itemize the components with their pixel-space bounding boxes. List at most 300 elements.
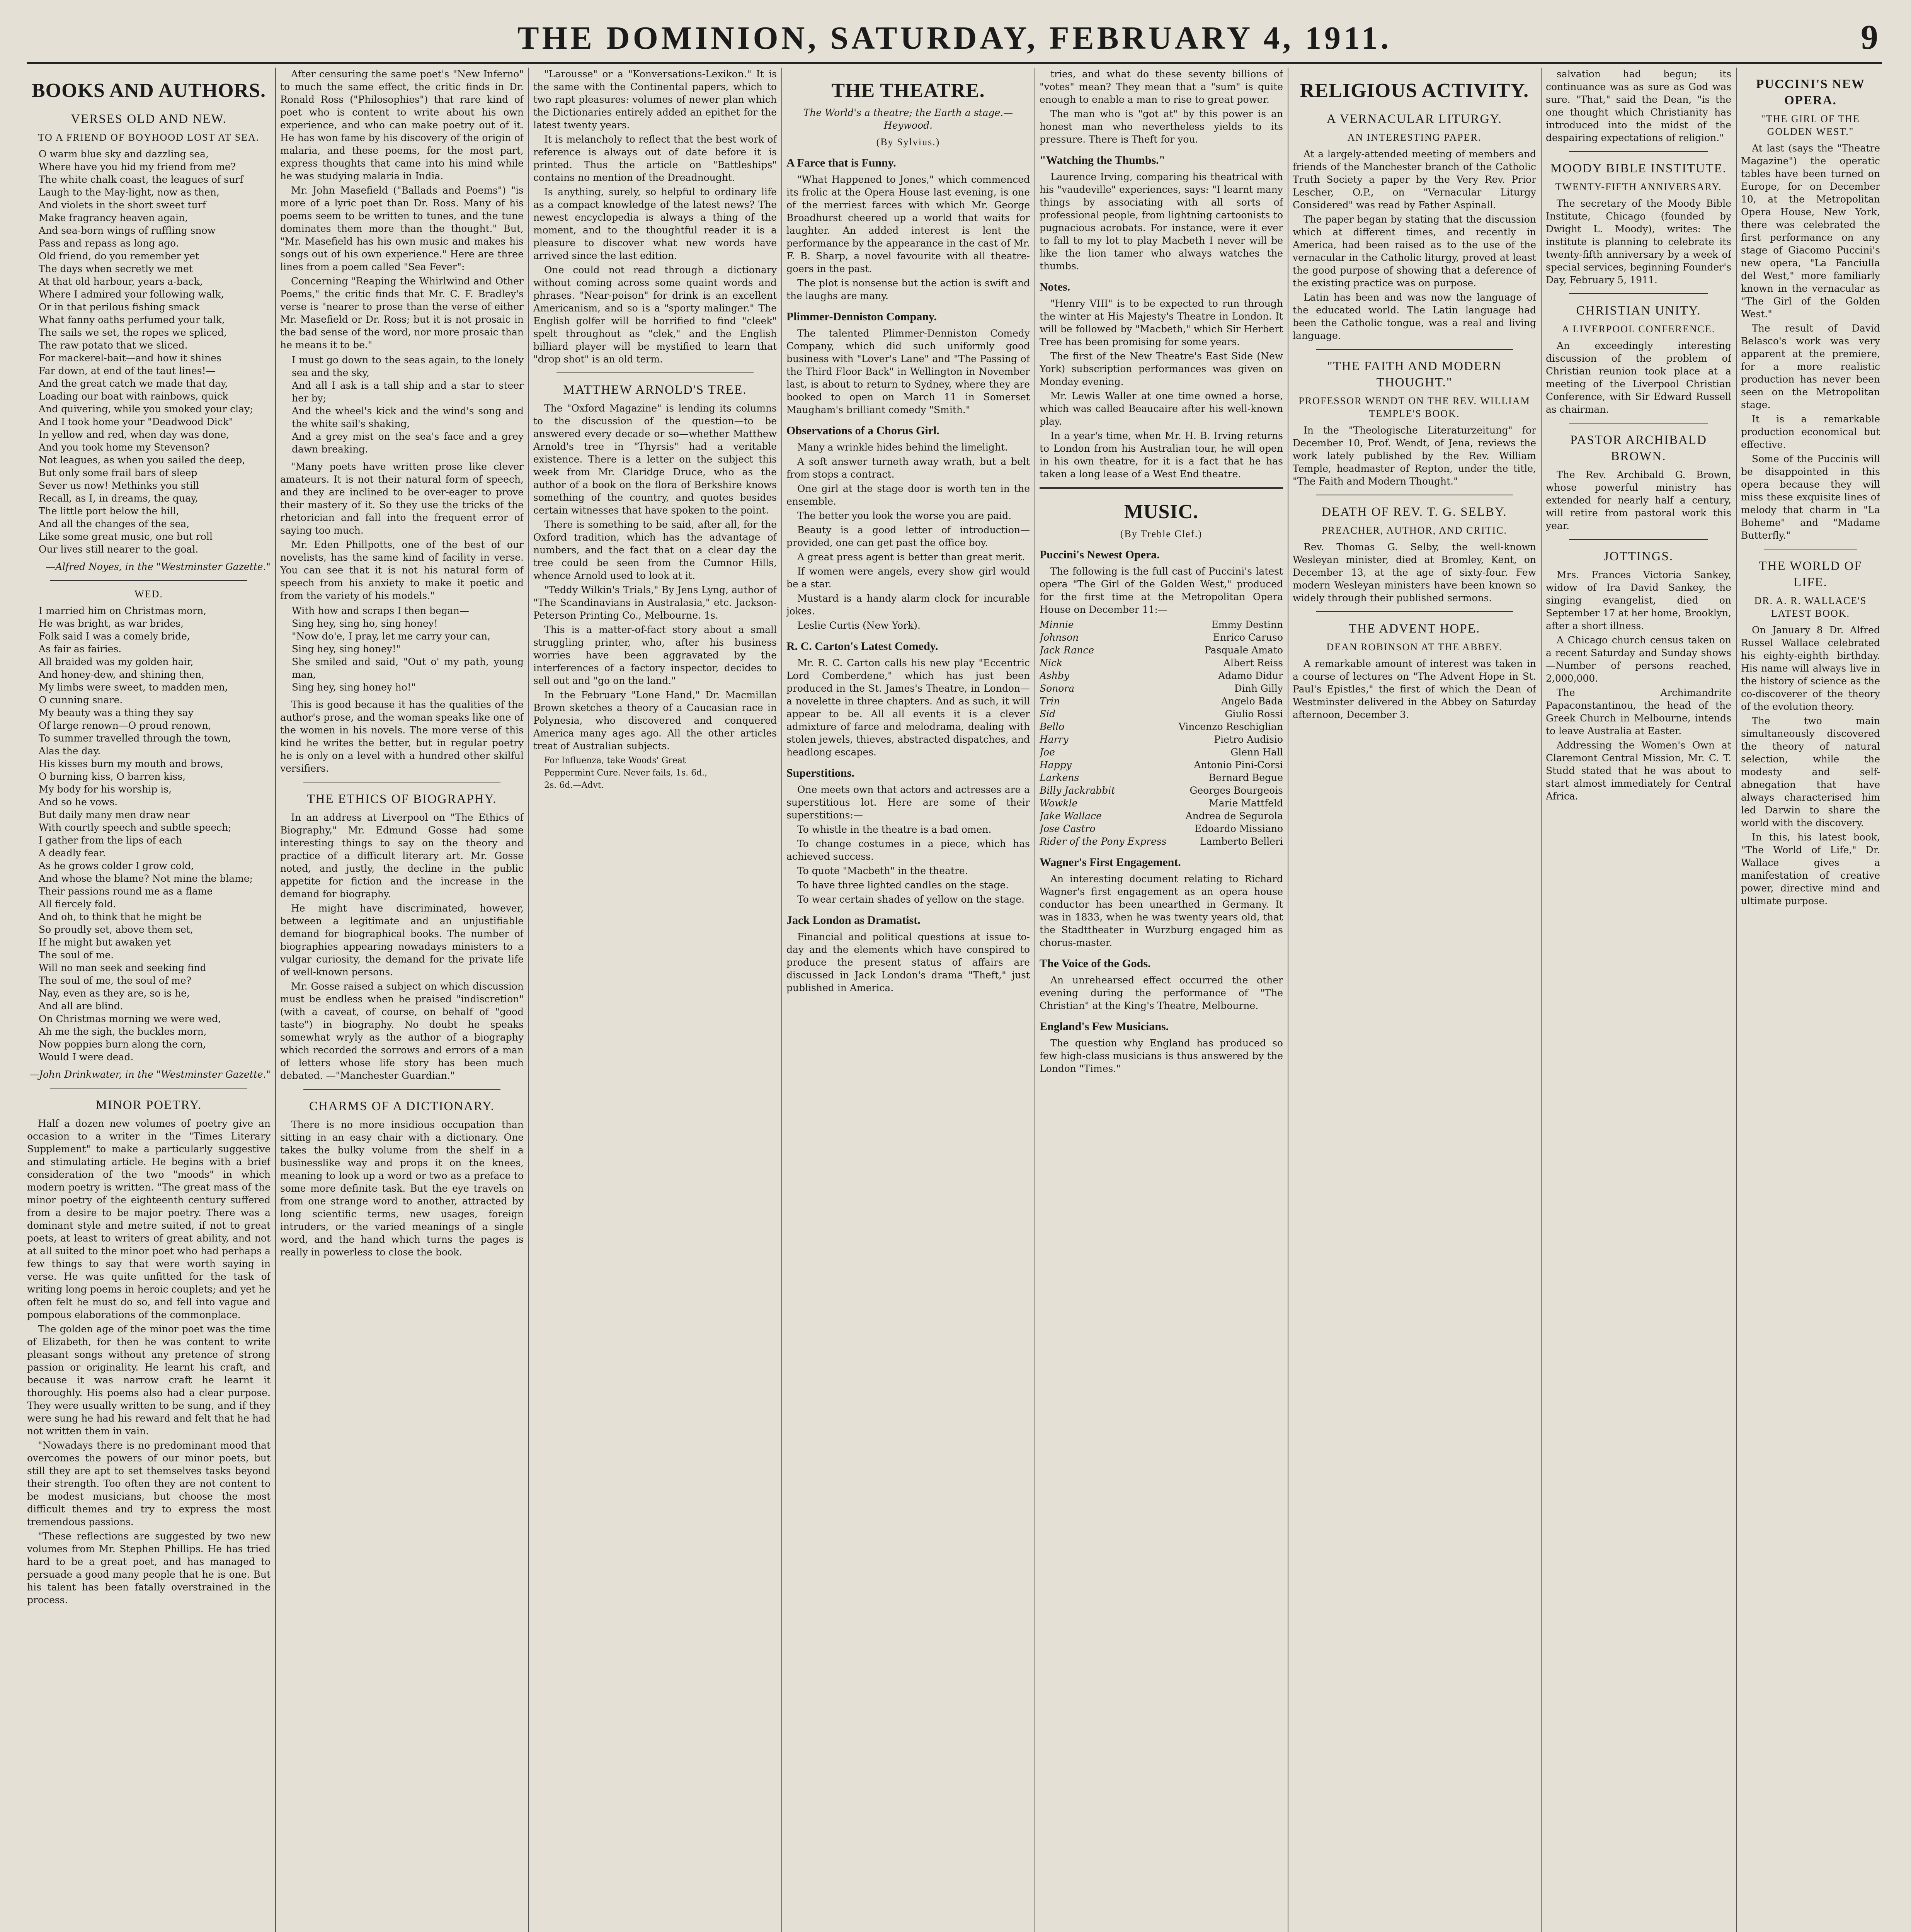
- verse-line: He was bright, as war brides,: [39, 618, 184, 629]
- paragraph: In the February "Lone Hand," Dr. Macmillan Brown sketches a theory of a Caucasian race in Polynesia, who discovered and conquered America many ages ago. All the other articles treat of Australian subjects.: [533, 689, 777, 752]
- cast-actor: Andrea de Segurola: [1185, 810, 1283, 821]
- verse-line: At that old harbour, years a-back,: [39, 276, 203, 287]
- selby-article: [1293, 541, 1536, 604]
- notes-article: [1040, 297, 1283, 480]
- paragraph: He might have discriminated, however, between a legitimate and an unjustifiable demand for biographical books. The number of biographies appearing nowadays ministers to a vulgar curiosity, the demand for the private life of well-known persons.: [280, 903, 524, 978]
- paragraph: Mr. R. C. Carton calls his new play "Eccentric Lord Comberdene," which has just been produced in the St. James's Theatre, in London—a novelette in three chapters. And as such, it will appear to be. All all events it is a clever admixture of farce and melodrama, dealing with stolen jewels, thieves, abstracted dispatches, and headlong escapes.: [786, 657, 1030, 758]
- verse-line: I gather from the lips of each: [39, 835, 182, 846]
- divider: [1569, 539, 1708, 540]
- cast-role: Bello: [1040, 721, 1065, 732]
- paragraph: The man who is "got at" by this power is an honest man who nevertheless yields to its pressure. There is Theft for you.: [1040, 108, 1283, 145]
- paragraph: Half a dozen new volumes of poetry give an occasion to a writer in the "Times Literary Supplement" to make a particularly suggestive and stimulating article. He begins with a brief consideration of the two "moods" in which modern poetry is written. "The great mass of the minor poetry of the eighteenth century suffered from a desire to be major poetry. There was a dominant style and metre suited, if not to great poets, at least to writers of great ability, and not at all suited to the minor poet who had perhaps a few things to say that were worth saying in verse. He was quite unfitted for the task of writing long poems in heroic couplets; and yet he often felt he must do so, and fell into vague and pompous elaborations of the commonplace.: [27, 1118, 271, 1320]
- verse-line: And a grey mist on the sea's face and a grey dawn breaking.: [292, 431, 524, 455]
- paragraph: The paper began by stating that the discussion which at different times, and recently in America, had been raised as to the use of the vernacular in the Catholic liturgy, proved at least the good purpose of showing that a deference of the existing practice was on purpose.: [1293, 214, 1536, 289]
- divider: [303, 1089, 500, 1090]
- cast-row: [1040, 797, 1283, 810]
- verse-line: Or in that perilous fishing smack: [39, 301, 200, 313]
- brown-article: [1546, 468, 1731, 532]
- paragraph: The Archimandrite Papaconstantinou, the head of the Greek Church in Melbourne, intends to leave Australia at Easter.: [1546, 687, 1731, 736]
- heading-farce: A Farce that is Funny.: [786, 156, 896, 169]
- heading-christian-unity: CHRISTIAN UNITY.: [1576, 304, 1701, 318]
- paragraph: The secretary of the Moody Bible Institute, Chicago (founded by Dwight L. Moody), writes: The institute is planning to celebrate its twenty-fifth anniversary by a week of special services, beginning Founder's Day, February 5, 1911.: [1546, 198, 1731, 286]
- heading-death-selby: DEATH OF REV. T. G. SELBY.: [1322, 505, 1507, 519]
- verse-line: Of large renown—O proud renown,: [39, 720, 211, 731]
- paragraph: The first of the New Theatre's East Side (New York) subscription performances was given on Monday evening.: [1040, 350, 1283, 387]
- section-title-music: MUSIC.: [1124, 501, 1199, 523]
- plimmer-article: [786, 327, 1030, 416]
- verse-line: And all are blind.: [39, 1000, 123, 1012]
- paragraph: It is melancholy to reflect that the best work of reference is always out of date before it is printed. Thus the article on "Battleships" contains no mention of the Dreadnought.: [533, 134, 777, 183]
- heading-ethics-biography: THE ETHICS OF BIOGRAPHY.: [307, 792, 497, 806]
- heading-jottings: JOTTINGS.: [1603, 549, 1674, 563]
- column-2: [280, 68, 524, 1932]
- paragraph: Is anything, surely, so helpful to ordinary life as a compact knowledge of the latest news? The newest encyclopedia is always a thing of the moment, and to the thoughtful reader it is a pleasure to discover what new words have arrived since the last edition.: [533, 186, 777, 261]
- verse-line: His kisses burn my mouth and brows,: [39, 758, 223, 769]
- cast-actor: Antonio Pini-Corsi: [1194, 759, 1283, 770]
- farce-article: [786, 173, 1030, 302]
- verse-line: Where have you hid my friend from me?: [39, 161, 236, 172]
- poetry-article-continued-3: [280, 698, 524, 775]
- paragraph: Beauty is a good letter of introduction—provided, one can get past the office boy.: [786, 524, 1030, 548]
- heading-moody-institute: MOODY BIBLE INSTITUTE.: [1550, 162, 1727, 175]
- cast-role: Jake Wallace: [1040, 810, 1102, 821]
- cast-row: [1040, 618, 1283, 631]
- columns: [27, 68, 1894, 1932]
- paragraph: The plot is nonsense but the action is swift and the laughs are many.: [786, 277, 1030, 301]
- paragraph: Mr. Eden Phillpotts, one of the best of our novelists, has the same kind of facility in verse. You can see that it is not his natural form of speech from his anxiety to make it poetic and from the variety of his models.": [280, 539, 524, 601]
- verse-line: Sever us now! Methinks you still: [39, 480, 199, 491]
- verse-line: As he grows colder I grow cold,: [39, 860, 194, 871]
- verse-line: And the wheel's kick and the wind's song and the white sail's shaking,: [292, 405, 524, 429]
- paragraph: One girl at the stage door is worth ten in the ensemble.: [786, 483, 1030, 507]
- verse-line: For mackerel-bait—and how it shines: [39, 352, 221, 364]
- advent-article-continued: [1546, 68, 1731, 144]
- cast-role: Nick: [1040, 657, 1063, 668]
- column-7: [1546, 68, 1731, 1932]
- paragraph: Mr. Gosse raised a subject on which discussion must be endless when he praised "indiscretion" (with a caveat, of course, on behalf of "good taste") in biography. No doubt he speaks somewhat wryly as the author of a biography which recorded the sorrows and errors of a man of letters whose life story has been much debated. —"Manchester Guardian.": [280, 981, 524, 1081]
- paragraph: The talented Plimmer-Denniston Comedy Company, which did such uniformly good business with "Lover's Lane" and "The Passing of the Third Floor Back" in Wellington in November last, is about to return to Sydney, where they are booked to open on March 11 in Somerset Maugham's brilliant comedy "Smith.": [786, 328, 1030, 415]
- newspaper-title: THE DOMINION, SATURDAY, FEBRUARY 4, 1911.: [517, 20, 1392, 56]
- verse-line: Sing hey, sing honey!": [292, 643, 401, 655]
- poem2-signature: —John Drinkwater, in the "Westminster Gazette.": [29, 1069, 271, 1080]
- verse-line: If he might but awaken yet: [39, 937, 171, 948]
- paragraph: Some of the Puccinis will be disappointed in this opera because they will miss these exquisite lines of melody that charm in "La Boheme" and "Madame Butterfly.": [1741, 453, 1880, 541]
- paragraph: The Rev. Archibald G. Brown, whose powerful ministry has extended for nearly half a century, will retire from pastoral work this year.: [1546, 469, 1731, 531]
- column-rule: [528, 68, 529, 1932]
- cast-list: [1040, 618, 1283, 848]
- verse-line: Sing hey, sing ho, sing honey!: [292, 618, 438, 629]
- verse-line: Old friend, do you remember yet: [39, 250, 199, 262]
- cast-row: [1040, 707, 1283, 720]
- sea-fever-verse: [292, 354, 524, 456]
- verse-line: Pass and repass as long ago.: [39, 238, 179, 249]
- verse-line: And you took home my Stevenson?: [39, 442, 210, 453]
- cast-role: Jose Castro: [1040, 823, 1096, 834]
- masthead: [27, 15, 1882, 62]
- paragraph: A remarkable amount of interest was taken in a course of lectures on "The Advent Hope in St. Paul's Epistles," the first of which the Dean of Westminster delivered in the Abbey on Saturday afternoon, December 3.: [1293, 658, 1536, 720]
- cast-row: [1040, 656, 1283, 669]
- cast-role: Happy: [1040, 759, 1072, 770]
- heading-charms-dictionary: CHARMS OF A DICTIONARY.: [309, 1099, 495, 1113]
- paragraph: There is no more insidious occupation than sitting in an easy chair with a dictionary. One takes the bulky volume from the shelf in a businesslike way and props it on the knees, meaning to look up a word or two as a preface to some more definite task. But the eye travels on from one strange word to another, attracted by long scientific terms, new usages, foreign intruders, or the varied meanings of a single word, and the hand which turns the pages is really in powerless to close the book.: [280, 1119, 524, 1258]
- subheading-anniversary: TWENTY-FIFTH ANNIVERSARY.: [1555, 181, 1722, 192]
- section-title-religious: RELIGIOUS ACTIVITY.: [1300, 80, 1529, 102]
- charms-article: [280, 1118, 524, 1259]
- puccini-intro: The following is the full cast of Puccini's latest opera "The Girl of the Golden West," produced for the first time at the Metropolitan Opera House on December 11:—: [1040, 566, 1283, 615]
- verse-line: And all the changes of the sea,: [39, 518, 190, 529]
- cast-actor: Georges Bourgeois: [1189, 785, 1283, 796]
- wallace-article: [1741, 624, 1880, 907]
- cast-row: [1040, 631, 1283, 644]
- paragraph: An exceedingly interesting discussion of the problem of Christian reunion took place at a meeting of the Liverpool Christian Conference, with Sir Edward Russell as chairman.: [1546, 340, 1731, 415]
- cast-role: Sid: [1040, 708, 1056, 719]
- cast-role: Sonora: [1040, 683, 1075, 694]
- verse-line: O burning kiss, O barren kiss,: [39, 771, 186, 782]
- cast-row: [1040, 746, 1283, 759]
- verse-line: Where I admired your following walk,: [39, 289, 224, 300]
- divider: [556, 372, 754, 373]
- verse-line: The days when secretly we met: [39, 263, 193, 274]
- section-title-puccini: PUCCINI'S NEW OPERA.: [1756, 77, 1865, 107]
- advent-article: [1293, 657, 1536, 721]
- paragraph: If women were angels, every show girl would be a star.: [786, 566, 1030, 590]
- verse-line: My beauty was a thing they say: [39, 707, 194, 718]
- verse-line: Folk said I was a comely bride,: [39, 631, 190, 642]
- verse-line: And oh, to think that he might be: [39, 911, 202, 922]
- verse-line: But daily many men draw near: [39, 809, 190, 820]
- verse-line: Will no man seek and seeking find: [39, 962, 206, 973]
- paragraph: At a largely-attended meeting of members and friends of the Manchester branch of the Catholic Truth Society a paper by the Very Rev. Prior Lescher, O.P., on "Vernacular Liturgy Considered" was read by Father Aspinall.: [1293, 148, 1536, 211]
- jottings-article: [1546, 568, 1731, 803]
- moody-article: [1546, 197, 1731, 286]
- wagner-article: [1040, 872, 1283, 949]
- paragraph: Addressing the Women's Own at Claremont Central Mission, Mr. C. T. Studd stated that he was about to start almost immediately for Central Africa.: [1546, 740, 1731, 802]
- paragraph: "Nowadays there is no predominant mood that overcomes the powers of our minor poets, but still they are apt to set themselves tasks beyond their strength. Too often they are not content to be modest musicians, but choose the most difficult themes and try to express the most tremendous passions.: [27, 1440, 271, 1527]
- verse-line: Now poppies burn along the corn,: [39, 1039, 206, 1050]
- verse-line: The little port below the hill,: [39, 505, 179, 517]
- paragraph: Rev. Thomas G. Selby, the well-known Wesleyan minister, died at Bromley, Kent, on December 13, at the age of sixty-four. Few modern Wesleyan ministers have been known so widely through their published sermons.: [1293, 541, 1536, 604]
- paragraph: The result of David Belasco's work was very apparent at the premiere, for a more realistic production has never been seen on the Metropolitan stage.: [1741, 323, 1880, 410]
- divider: [1316, 349, 1513, 350]
- heading-notes: Notes.: [1040, 281, 1070, 293]
- paragraph: The question why England has produced so few high-class musicians is thus answered by the London "Times.": [1040, 1037, 1283, 1074]
- cast-row: [1040, 835, 1283, 848]
- subheading-golden-west: "THE GIRL OF THE GOLDEN WEST.": [1761, 113, 1860, 137]
- heading-puccini-newest: Puccini's Newest Opera.: [1040, 548, 1160, 561]
- divider: [1569, 293, 1708, 294]
- verse-line: As fair as fairies.: [39, 643, 122, 655]
- verse-line: And sea-born wings of ruffling snow: [39, 225, 216, 236]
- arnold-article: [533, 402, 777, 752]
- verse-line: She smiled and said, "Out o' my path, young man,: [292, 656, 524, 680]
- poem2-title: WED.: [134, 588, 163, 600]
- heading-thumbs: "Watching the Thumbs.": [1040, 154, 1166, 167]
- cast-row: [1040, 682, 1283, 695]
- theft-article-continued: [1040, 68, 1283, 146]
- divider: [50, 580, 247, 581]
- column-8: [1741, 68, 1880, 1932]
- paragraph: The "Oxford Magazine" is lending its columns to the discussion of the question—to be answered every decade or so—whether Matthew Arnold's tree in "Thyrsis" had a veritable existence. There is a letter on the subject this week from Mr. Claridge Druce, who as the author of a book on the flora of Berkshire knows something of the country, and quotes besides certain witnesses that have spoken to the point.: [533, 403, 777, 516]
- unity-article: [1546, 339, 1731, 416]
- paragraph: Mustard is a handy alarm clock for incurable jokes.: [786, 593, 1030, 617]
- paragraph: Mr. Lewis Waller at one time owned a horse, which was called Beaucaire after his well-known play.: [1040, 390, 1283, 427]
- paragraph: A soft answer turneth away wrath, but a belt from stops a contract.: [786, 456, 1030, 480]
- paragraph: The better you look the worse you are paid.: [797, 510, 1012, 521]
- divider: [1569, 151, 1708, 152]
- paragraph: In the "Theologische Literaturzeitung" for December 10, Prof. Wendt, of Jena, reviews the work lately published by the Rev. William Temple, headmaster of Repton, under the title, "The Faith and Modern Thought.": [1293, 425, 1536, 487]
- paragraph: After censuring the same poet's "New Inferno" to much the same effect, the critic finds in Dr. Ronald Ross ("Philosophies") that rare kind of poet who is content to write about his own experience, and who can make poetry out of it. He has won fame by his discovery of the origin of malaria, and these poems, for the most part, express thoughts that came into his mind while he was studying malaria in India.: [280, 68, 524, 182]
- verse-line: Peppermint Cure. Never fails, 1s. 6d.,: [544, 768, 708, 778]
- paragraph: An unrehearsed effect occurred the other evening during the performance of "The Christian" at the King's Theatre, Melbourne.: [1040, 975, 1283, 1011]
- paragraph: Mr. John Masefield ("Ballads and Poems") "is more of a lyric poet than Dr. Ross. Many of his poems seem to be written to tunes, and the tune dominates them more than the thought." But, "Mr. Masefield has his own music and makes his songs out of his own experience." Here are three lines from a poem called "Sea Fever":: [280, 185, 524, 272]
- verse-line: "Now do'e, I pray, let me carry your can,: [292, 631, 491, 642]
- heading-england-musicians: England's Few Musicians.: [1040, 1020, 1169, 1033]
- verse-line: Sing hey, sing honey ho!": [292, 682, 416, 693]
- column-rule: [1736, 68, 1737, 1932]
- column-rule: [1541, 68, 1542, 1932]
- column-rule: [781, 68, 782, 1932]
- verse-line: Recall, as I, in dreams, the quay,: [39, 493, 198, 504]
- subheading-liverpool: A LIVERPOOL CONFERENCE.: [1562, 323, 1715, 335]
- cast-role: Billy Jackrabbit: [1040, 785, 1115, 796]
- verse-line: Laugh to the May-light, now as then,: [39, 187, 220, 198]
- verse-line: And violets in the short sweet turf: [39, 199, 206, 211]
- cast-role: Harry: [1040, 734, 1069, 745]
- cast-row: [1040, 784, 1283, 797]
- subheading-wendt: PROFESSOR WENDT ON THE REV. WILLIAM TEMPLE'S BOOK.: [1298, 395, 1530, 419]
- song-verse: [292, 604, 524, 694]
- divider: [1316, 611, 1513, 612]
- verse-line: Their passions round me as a flame: [39, 886, 213, 897]
- paragraph: In an address at Liverpool on "The Ethics of Biography," Mr. Edmund Gosse had some interesting things to say on the theory and practice of a difficult literary art. Mr. Gosse noted, and justly, the decline in the public appetite for fiction and the increase in the demand for biography.: [280, 812, 524, 900]
- liturgy-article: [1293, 148, 1536, 342]
- jack-london-article: [786, 930, 1030, 994]
- heading-jack-london: Jack London as Dramatist.: [786, 914, 921, 927]
- paragraph: Mrs. Frances Victoria Sankey, widow of Ira David Sankey, the singing evangelist, died on September 17 at her home, Brooklyn, after a short illness.: [1546, 569, 1731, 631]
- verse-line: For Influenza, take Woods' Great: [544, 756, 686, 765]
- verse-line: The raw potato that we sliced.: [39, 340, 188, 351]
- verse-line: And so he vows.: [39, 796, 118, 808]
- column-4: [786, 68, 1030, 1932]
- paragraph: "Many poets have written prose like clever amateurs. It is not their natural form of speech, and they are inclined to be over-eager to prove their mastery of it. So they use the tricks of the rhetorician and fall into the frequent error of saying too much.: [280, 461, 524, 536]
- paragraph: To quote "Macbeth" in the theatre.: [797, 865, 968, 876]
- heading-pastor-brown: PASTOR ARCHIBALD BROWN.: [1570, 433, 1707, 463]
- paragraph: One meets own that actors and actresses are a superstitious lot. Here are some of their superstitions:—: [786, 784, 1030, 821]
- cast-actor: Marie Mattfeld: [1209, 798, 1283, 809]
- theatre-epigraph: The World's a theatre; the Earth a stage.—Heywood.: [803, 107, 1013, 131]
- minor-poetry-article: [27, 1117, 271, 1606]
- superstitions-article: [786, 783, 1030, 906]
- paragraph: tries, and what do these seventy billions of "votes" mean? They mean that a "sum" is quite enough to enable a man to rise to great power.: [1040, 68, 1283, 105]
- verse-line: In yellow and red, when day was done,: [39, 429, 230, 440]
- section-title-books: BOOKS AND AUTHORS.: [31, 80, 266, 102]
- paragraph: "Larousse" or a "Konversations-Lexikon." It is the same with the Continental papers, which to two rapt pleasures: volumes of newer plan which the Dictionaries entirely added an epithet for the latest twenty years.: [533, 68, 777, 131]
- cast-actor: Bernard Begue: [1208, 772, 1283, 783]
- paragraph: To have three lighted candles on the stage.: [797, 879, 1009, 891]
- paragraph: "Henry VIII" is to be expected to run through the winter at His Majesty's Theatre in London. It will be followed by "Macbeth," which Sir Herbert Tree has been promising for some years.: [1040, 298, 1283, 347]
- paragraph: Leslie Curtis (New York).: [797, 620, 921, 631]
- heading-vernacular-liturgy: A VERNACULAR LITURGY.: [1326, 112, 1503, 126]
- heading-superstitions: Superstitions.: [786, 767, 854, 779]
- subheading-interesting-paper: AN INTERESTING PAPER.: [1347, 132, 1482, 143]
- column-5: [1040, 68, 1283, 1932]
- verse-line: And honey-dew, and shining then,: [39, 669, 204, 680]
- verse-line: Nay, even as they are, so is he,: [39, 988, 190, 999]
- paragraph: An interesting document relating to Richard Wagner's first engagement as an opera house conductor has been unearthed in Germany. It was in 1833, when he was twenty years old, that the Stadttheater in Wurzburg engaged him as chorus-master.: [1040, 873, 1283, 948]
- poetry-article-continued: [280, 68, 524, 351]
- verse-line: With courtly speech and subtle speech;: [39, 822, 231, 833]
- cast-role: Ashby: [1040, 670, 1070, 681]
- paragraph: A Chicago church census taken on a recent Saturday and Sunday shows—Number of persons reached, 2,000,000.: [1546, 634, 1731, 684]
- cast-row: [1040, 771, 1283, 784]
- verse-line: To summer travelled through the town,: [39, 733, 231, 744]
- heading-voice-gods: The Voice of the Gods.: [1040, 957, 1151, 970]
- verse-line: A deadly fear.: [39, 847, 106, 859]
- column-1: [27, 68, 271, 1932]
- cast-row: [1040, 644, 1283, 656]
- masthead-rule: [27, 62, 1882, 64]
- paragraph: In this, his latest book, "The World of Life," Dr. Wallace gives a manifestation of creative power, directive mind and ultimate purpose.: [1741, 832, 1880, 906]
- heading-arnold-tree: MATTHEW ARNOLD'S TREE.: [563, 383, 747, 397]
- heading-world-of-life: THE WORLD OF LIFE.: [1759, 559, 1862, 589]
- verse-line: Not leagues, as when you sailed the deep,: [39, 454, 245, 466]
- paragraph: To wear certain shades of yellow on the stage.: [797, 894, 1024, 905]
- paragraph: A great press agent is better than great merit.: [797, 551, 1025, 563]
- heading-carton: R. C. Carton's Latest Comedy.: [786, 640, 938, 653]
- subheading-dean-robinson: DEAN ROBINSON AT THE ABBEY.: [1326, 641, 1503, 653]
- heading-chorus-girl: Observations of a Chorus Girl.: [786, 424, 939, 437]
- verse-line: Like some great music, one but roll: [39, 531, 213, 542]
- cast-role: Johnson: [1040, 632, 1079, 643]
- heading-verses: VERSES OLD AND NEW.: [71, 112, 227, 126]
- cast-row: [1040, 720, 1283, 733]
- verse-line: Make fragrancy heaven again,: [39, 212, 188, 223]
- paragraph: Laurence Irving, comparing his theatrical with his "vaudeville" experiences, says: "I learnt many things by associating with all sorts of professional people, from lightning cartoonists to pugnacious acrobats. For instance, were it ever to fall to my lot to play Macbeth I never will be like the lion tamer who always watches the thumbs.: [1040, 171, 1283, 272]
- thumbs-article: [1040, 170, 1283, 272]
- verse-line: Ah me the sigh, the buckles morn,: [39, 1026, 207, 1037]
- paragraph: On January 8 Dr. Alfred Russel Wallace celebrated his eighty-eighth birthday. His name will always live in the history of science as the co-discoverer of the theory of the evolution theory.: [1741, 624, 1880, 712]
- puccini-article: [1741, 142, 1880, 542]
- paragraph: "What Happened to Jones," which commenced its frolic at the Opera House last evening, is one of the merriest farces with which Mr. George Broadhurst cheered up a world that waits for laughter. An added interest is lent the performance by the appearance in the cast of Mr. F. B. Sharp, a novel favourite with all theatre-goers in the past.: [786, 174, 1030, 274]
- cast-actor: Angelo Bada: [1221, 696, 1283, 707]
- paragraph: The golden age of the minor poet was the time of Elizabeth, for then he was content to write pleasant songs without any pretence of strong passion or originality. He learnt his craft, and because it was narrow craft he learnt it thoroughly. His poems also had a clear purpose. They were usually written to be sung, and if they were sung he had his reward and felt that he had not written them in vain.: [27, 1323, 271, 1437]
- paragraph: salvation had begun; its continuance was as sure as God was sure. "That," said the Dean, "is the one thought which Christianity has introduced into the midst of the despairing expectations of religion.": [1546, 68, 1731, 143]
- cast-actor: Emmy Destinn: [1211, 619, 1283, 630]
- verse-line: My body for his worship is,: [39, 784, 172, 795]
- cast-actor: Enrico Caruso: [1213, 632, 1283, 643]
- verse-line: What fanny oaths perfumed your talk,: [39, 314, 225, 325]
- cast-actor: Pietro Audisio: [1214, 734, 1283, 745]
- verse-line: The soul of me, the soul of me?: [39, 975, 192, 986]
- poem1-title: TO A FRIEND OF BOYHOOD LOST AT SEA.: [38, 132, 260, 143]
- cast-role: Larkens: [1040, 772, 1079, 783]
- verse-line: With how and scraps I then began—: [292, 605, 469, 616]
- cast-role: Jack Rance: [1040, 645, 1094, 656]
- gods-article: [1040, 974, 1283, 1012]
- paragraph: There is something to be said, after all, for the Oxford tradition, which has the advantage of numbers, and the fact that on a clear day the tree could be seen from the Cumnor Hills, whence Arnold used to look at it.: [533, 519, 777, 581]
- verse-line: And I took home your "Deadwood Dick": [39, 416, 233, 427]
- paragraph: "Teddy Wilkin's Trials," By Jens Lyng, author of "The Scandinavians in Australasia," etc. Jackson-Peterson Printing Co., Melbourne. 1s.: [533, 584, 777, 621]
- verse-line: O warm blue sky and dazzling sea,: [39, 148, 209, 160]
- cast-actor: Edoardo Missiano: [1195, 823, 1283, 834]
- cast-actor: Glenn Hall: [1230, 747, 1283, 758]
- paragraph: To whistle in the theatre is a bad omen.: [797, 824, 992, 835]
- verse-line: Would I were dead.: [39, 1051, 134, 1063]
- verse-line: My limbs were sweet, to madden men,: [39, 682, 228, 693]
- verse-line: The sails we set, the ropes we spliced,: [39, 327, 227, 338]
- verse-line: Our lives still nearer to the goal.: [39, 544, 199, 555]
- cast-row: [1040, 822, 1283, 835]
- verse-line: O cunning snare.: [39, 694, 123, 706]
- paragraph: It is a remarkable production economical but effective.: [1741, 413, 1880, 450]
- verse-line: Loading our boat with rainbows, quick: [39, 391, 228, 402]
- verse-line: On Christmas morning we were wed,: [39, 1013, 221, 1024]
- paragraph: Many a wrinkle hides behind the limelight.: [797, 442, 1008, 453]
- paragraph: This is a matter-of-fact story about a small struggling printer, who, after his business worries have been aggravated by the interferences of a factory inspector, decides to sell out and "go on the land.": [533, 624, 777, 686]
- poem1: [39, 148, 271, 556]
- cast-actor: Albert Reiss: [1223, 657, 1283, 668]
- cast-role: Trin: [1040, 696, 1060, 707]
- paragraph: To change costumes in a piece, which has achieved success.: [786, 838, 1030, 862]
- england-article: [1040, 1037, 1283, 1075]
- subheading-wallace: DR. A. R. WALLACE'S LATEST BOOK.: [1754, 595, 1867, 619]
- heading-wagner: Wagner's First Engagement.: [1040, 856, 1181, 869]
- verse-line: But only some frail bars of sleep: [39, 467, 197, 478]
- poem1-signature: —Alfred Noyes, in the "Westminster Gazette.": [46, 561, 271, 572]
- verse-line: All fiercely fold.: [39, 898, 116, 910]
- cast-row: [1040, 759, 1283, 771]
- verse-line: Alas the day.: [39, 745, 101, 757]
- cast-row: [1040, 669, 1283, 682]
- verse-line: And all I ask is a tall ship and a star to steer her by;: [292, 380, 524, 404]
- paragraph: This is good because it has the qualities of the author's prose, and the woman speaks like one of the women in his novels. The more verse of this kind he writes the better, but in regular poetry he is only on a level with a hundred other skilful versifiers.: [280, 699, 524, 774]
- faith-article: [1293, 424, 1536, 488]
- verse-line: The soul of me.: [39, 949, 114, 961]
- paragraph: Financial and political questions at issue to-day and the elements which have conspired to produce the present status of affairs are discussed in Jack London's drama "Theft," just published in America.: [786, 931, 1030, 993]
- cast-actor: Dinh Gilly: [1234, 683, 1283, 694]
- carton-article: [786, 656, 1030, 759]
- dictionary-article-continued: [533, 68, 777, 366]
- verse-line: Far down, at end of the taut lines!—: [39, 365, 216, 376]
- ethics-article: [280, 811, 524, 1082]
- paragraph: Latin has been and was now the language of the educated world. The Latin language had been the Catholic tongue, was a real and living language.: [1293, 292, 1536, 341]
- section-title-theatre: THE THEATRE.: [831, 80, 985, 102]
- heading-advent-hope: THE ADVENT HOPE.: [1348, 622, 1480, 636]
- cast-row: [1040, 695, 1283, 707]
- column-rule: [275, 68, 276, 1932]
- heading-plimmer: Plimmer-Denniston Company.: [786, 310, 937, 323]
- verse-line: And quivering, while you smoked your clay;: [39, 403, 253, 415]
- cast-row: [1040, 810, 1283, 822]
- verse-line: 2s. 6d.—Advt.: [544, 781, 604, 790]
- poetry-article-continued-2: [280, 460, 524, 602]
- cast-role: Minnie: [1040, 619, 1074, 630]
- paragraph: One could not read through a dictionary without coming across some quaint words and phrases. "Near-poison" for drink is an excellent Americanism, and so is a "sporty malinger." The English golfer will be horrified to find "cleek" spelt throughout as "clek," and the English billiard player will be mystified to learn that "drop shot" is an old term.: [533, 264, 777, 365]
- column-6: [1293, 68, 1536, 1932]
- paragraph: In a year's time, when Mr. H. B. Irving returns to London from his Australian tour, he will open in his own theatre, for it is a fact that he has taken a long lease of a West End theatre.: [1040, 430, 1283, 480]
- chorus-article: [786, 441, 1030, 632]
- paragraph: "These reflections are suggested by two new volumes from Mr. Stephen Phillips. He has tried hard to be a great poet, and has managed to persuade a good many people that he is one. But his talent has been fatally overstrained in the process.: [27, 1531, 271, 1605]
- verse-line: I married him on Christmas morn,: [39, 605, 207, 616]
- verse-line: The white chalk coast, the leagues of surf: [39, 174, 243, 185]
- paragraph: At last (says the "Theatre Magazine") the operatic tables have been turned on Europe, for on December 10, at the Metropolitan Opera House, New York, there was celebrated the first performance on any stage of Giacomo Puccini's new opera, "La Fanciulla del West," more familiarly known in the vernacular as "The Girl of the Golden West.": [1741, 143, 1880, 320]
- verse-line: I must go down to the seas again, to the lonely sea and the sky,: [292, 354, 524, 378]
- verse-line: And the great catch we made that day,: [39, 378, 228, 389]
- cast-row: [1040, 733, 1283, 746]
- cast-actor: Giulio Rossi: [1225, 708, 1283, 719]
- verse-line: So proudly set, above them set,: [39, 924, 193, 935]
- subheading-preacher: PREACHER, AUTHOR, AND CRITIC.: [1322, 525, 1507, 536]
